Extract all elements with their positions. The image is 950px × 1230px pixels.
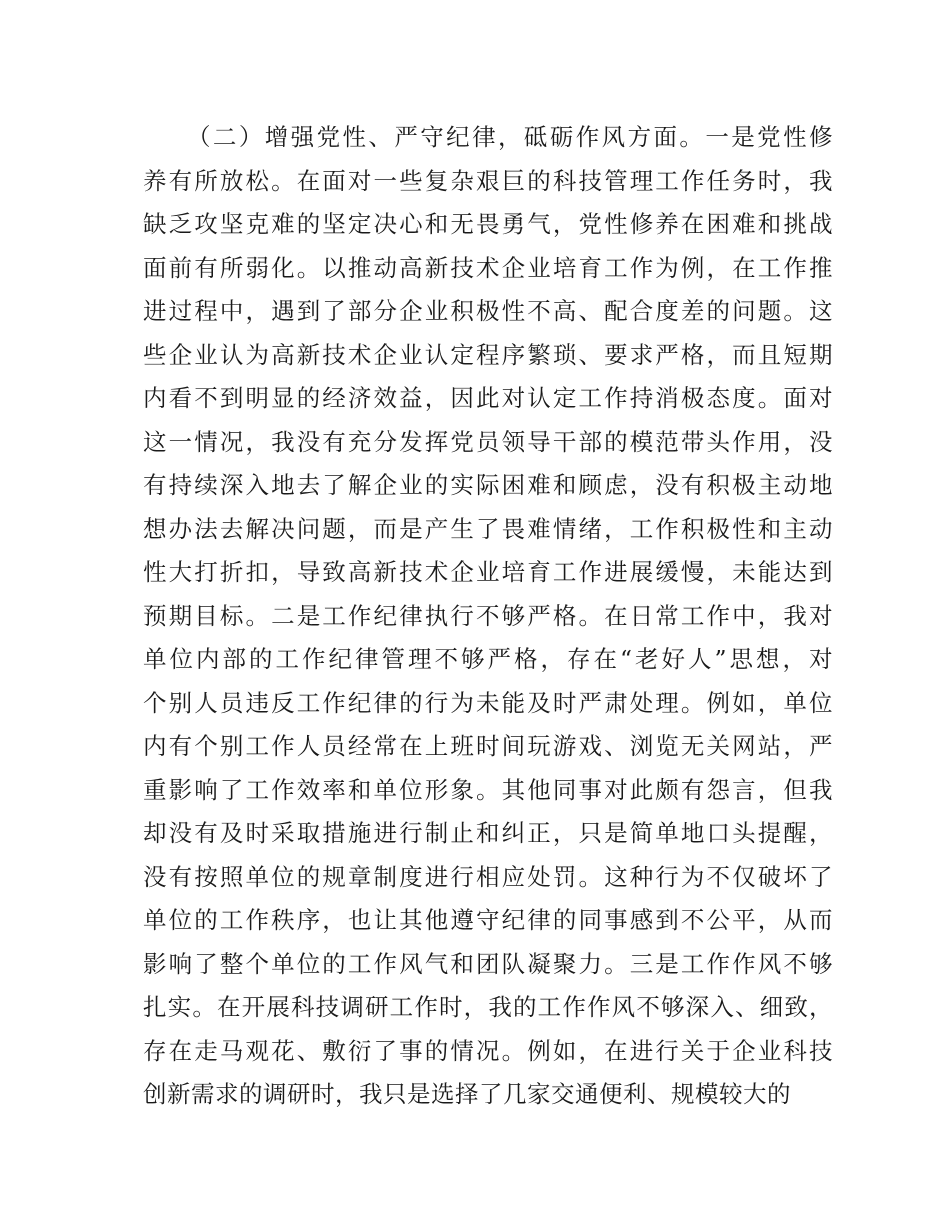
text-line: 有持续深入地去了解企业的实际困难和顾虑，没有积极主动地 <box>143 471 833 499</box>
text-line: 内看不到明显的经济效益，因此对认定工作持消极态度。面对 <box>143 384 833 412</box>
text-line: 扎实。在开展科技调研工作时，我的工作作风不够深入、细致， <box>143 993 833 1021</box>
text-line: （二）增强党性、严守纪律，砥砺作风方面。一是党性修 <box>187 123 833 151</box>
text-line: 个别人员违反工作纪律的行为未能及时严肃处理。例如，单位 <box>143 688 833 717</box>
body-paragraph <box>143 116 833 1117</box>
text-line: 创新需求的调研时，我只是选择了几家交通便利、规模较大的 <box>143 1080 791 1108</box>
text-line: 面前有所弱化。以推动高新技术企业培育工作为例，在工作推 <box>143 253 833 282</box>
text-line: 预期目标。二是工作纪律执行不够严格。在日常工作中，我对 <box>143 601 833 630</box>
text-line: 却没有及时采取措施进行制止和纠正，只是简单地口头提醒， <box>143 819 833 847</box>
text-line: 这一情况，我没有充分发挥党员领导干部的模范带头作用，没 <box>143 427 833 456</box>
text-line: 想办法去解决问题，而是产生了畏难情绪，工作积极性和主动 <box>143 514 833 543</box>
text-line: 内有个别工作人员经常在上班时间玩游戏、浏览无关网站，严 <box>143 732 833 760</box>
text-line: 影响了整个单位的工作风气和团队凝聚力。三是工作作风不够 <box>143 949 833 978</box>
text-line: 单位的工作秩序，也让其他遵守纪律的同事感到不公平，从而 <box>143 906 833 934</box>
text-line: 些企业认为高新技术企业认定程序繁琐、要求严格，而且短期 <box>143 340 833 369</box>
text-line: 重影响了工作效率和单位形象。其他同事对此颇有怨言，但我 <box>143 775 833 804</box>
text-line: 进过程中，遇到了部分企业积极性不高、配合度差的问题。这 <box>143 297 833 325</box>
text-line: 没有按照单位的规章制度进行相应处罚。这种行为不仅破坏了 <box>143 862 833 891</box>
text-line: 性大打折扣，导致高新技术企业培育工作进展缓慢，未能达到 <box>143 558 833 586</box>
text-line: 单位内部的工作纪律管理不够严格，存在“老好人”思想，对 <box>143 645 833 673</box>
text-line: 养有所放松。在面对一些复杂艰巨的科技管理工作任务时，我 <box>143 166 833 195</box>
text-line: 存在走马观花、敷衍了事的情况。例如，在进行关于企业科技 <box>143 1036 833 1065</box>
text-line: 缺乏攻坚克难的坚定决心和无畏勇气，党性修养在困难和挑战 <box>143 210 833 238</box>
